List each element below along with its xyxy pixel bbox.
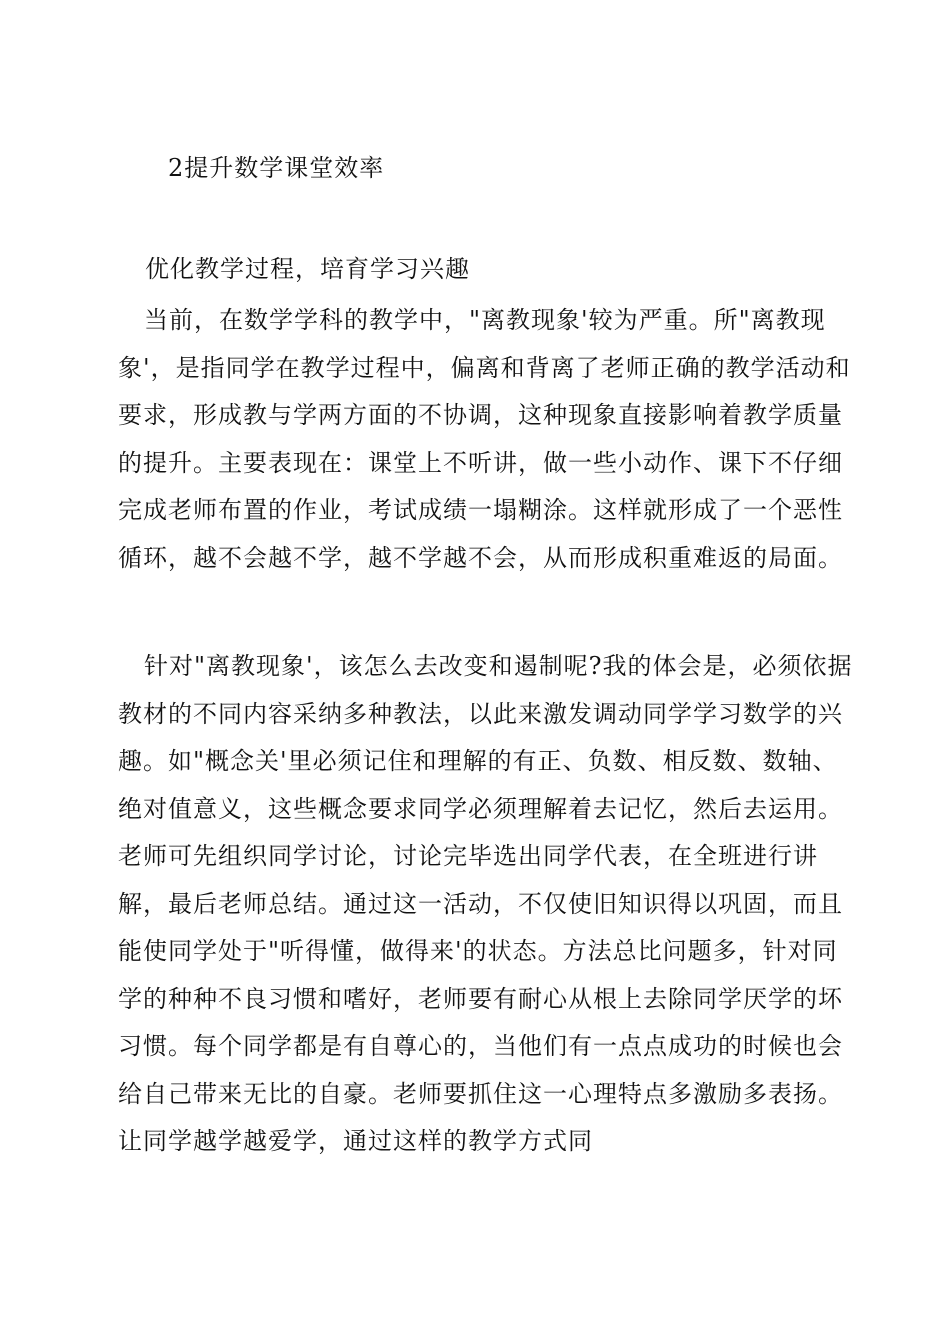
- paragraph-2: 针对"离教现象'，该怎么去改变和遏制呢?我的体会是，必须依据教材的不同内容采纳多种教法，以此来激发调动同学学习数学的兴趣。如"概念关'里必须记住和理解的有正、负数、相反数、数轴、绝对值意义，这些概念要求同学必须理解着去记忆，然后去运用。老师可先组织同学讨论，讨论完毕选出同学代表，在全班进行讲解，最后老师总结。通过这一活动，不仅使旧知识得以巩固，而且能使同学处于"听得懂，做得来'的状态。方法总比问题多，针对同学的种种不良习惯和嗜好，老师要有耐心从根上去除同学厌学的坏习惯。每个同学都是有自尊心的，当他们有一点点成功的时候也会给自己带来无比的自豪。老师要抓住这一心理特点多激励多表扬。让同学越学越爱学，通过这样的教学方式同: [118, 652, 853, 1155]
- paragraph-1: 当前，在数学学科的教学中，"离教现象'较为严重。所"离教现象'，是指同学在教学过程中，偏离和背离了老师正确的教学活动和要求，形成教与学两方面的不协调，这种现象直接影响着教学质量的提升。主要表现在：课堂上不听讲，做一些小动作、课下不仔细完成老师布置的作业，考试成绩一塌糊涂。这样就形成了一个恶性循环，越不会越不学，越不学越不会，从而形成积重难返的局面。: [118, 306, 851, 572]
- document-title: 2提升数学课堂效率: [168, 154, 385, 182]
- section-heading: 优化教学过程，培育学习兴趣: [145, 255, 470, 283]
